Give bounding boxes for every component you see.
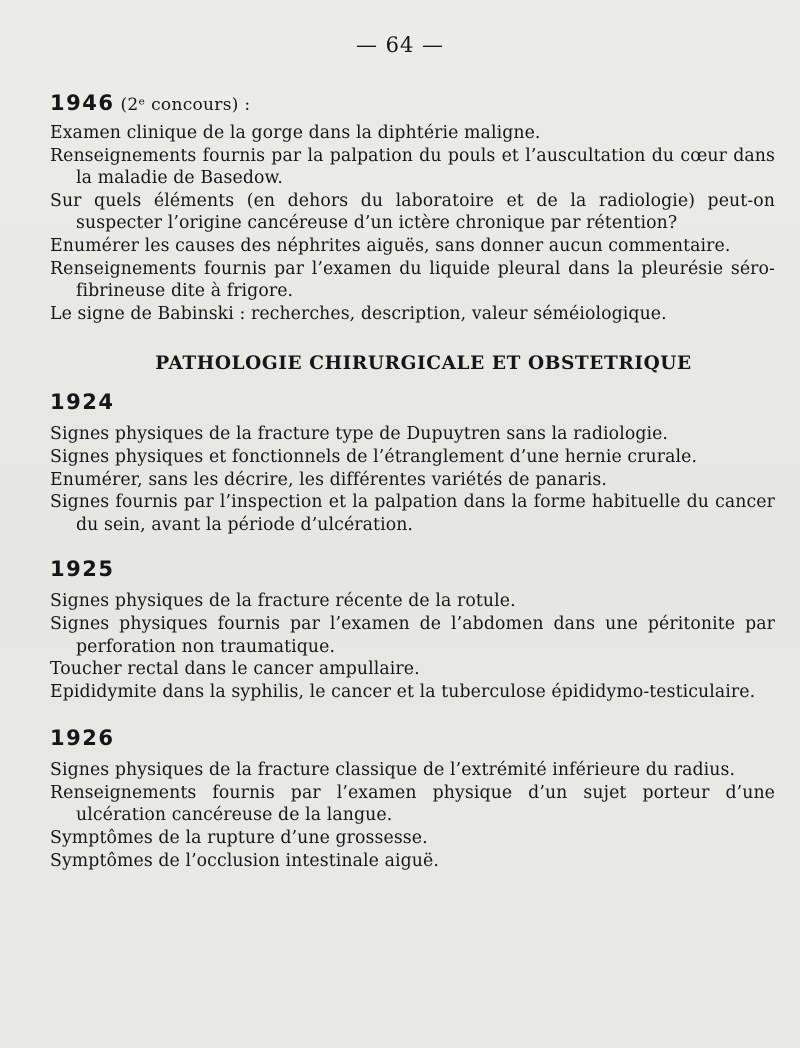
section-1946 [50,90,775,325]
section-1924 [50,389,775,536]
section-1926 [50,725,775,872]
list-item: Signes physiques de la fracture récente de la rotule. [50,591,516,612]
list-item: Enumérer les causes des néphrites aiguës, sans donner aucun commentaire. [50,235,731,256]
list-item: Renseignements fournis par l’examen physique d’un sujet porteur d’une ulcération cancéreuse de la langue. [50,782,775,826]
section-1925 [50,556,775,703]
year-label: 1946 [50,91,115,115]
year-heading: 1924 [50,390,115,415]
list-item: Enumérer, sans les décrire, les différentes variétés de panaris. [50,469,607,490]
list-item: Toucher rectal dans le cancer ampullaire. [50,659,420,680]
list-item: Signes physiques de la fracture type de Dupuytren sans la radiologie. [50,424,669,445]
list-item: Signes physiques fournis par l’examen de l’abdomen dans une péritonite par perforation non traumatique. [50,613,775,657]
list-item: Epididymite dans la syphilis, le cancer et la tuberculose épididymo-testiculaire. [50,681,756,702]
list-item: Signes physiques et fonctionnels de l’étranglement d’une hernie crurale. [50,446,698,467]
year-heading [50,90,775,118]
list-item: Signes physiques de la fracture classique de l’extrémité inférieure du radius. [50,760,736,781]
list-item: Renseignements fournis par l’examen du liquide pleural dans la pleurésie séro-fibrineuse dite à frigore. [50,258,775,302]
question-list [50,423,775,536]
section-title-block [72,351,775,377]
section-title: PATHOLOGIE CHIRURGICALE ET OBSTETRIQUE [155,353,692,375]
question-list [50,590,775,703]
list-item: Renseignements fournis par la palpation du pouls et l’auscultation du cœur dans la maladie de Basedow. [50,145,775,189]
page-number: — 64 — [355,33,445,57]
page-content [50,90,775,872]
year-heading: 1926 [50,726,115,751]
year-subtitle: (2ᵉ concours) : [120,95,251,115]
list-item: Signes fournis par l’inspection et la palpation dans la forme habituelle du cancer du sein, avant la période d’ulcération. [50,492,775,535]
year-heading: 1925 [50,557,115,582]
list-item: Symptômes de la rupture d’une grossesse. [50,828,428,849]
list-item: Symptômes de l’occlusion intestinale aiguë. [50,850,439,871]
list-item: Examen clinique de la gorge dans la diphtérie maligne. [50,123,541,143]
question-list [50,122,775,325]
list-item: Sur quels éléments (en dehors du laboratoire et de la radiologie) peut-on suspecter l’origine cancéreuse d’un ictère chronique par rétention? [50,190,775,234]
question-list [50,759,775,872]
list-item: Le signe de Babinski : recherches, description, valeur séméiologique. [50,303,667,324]
